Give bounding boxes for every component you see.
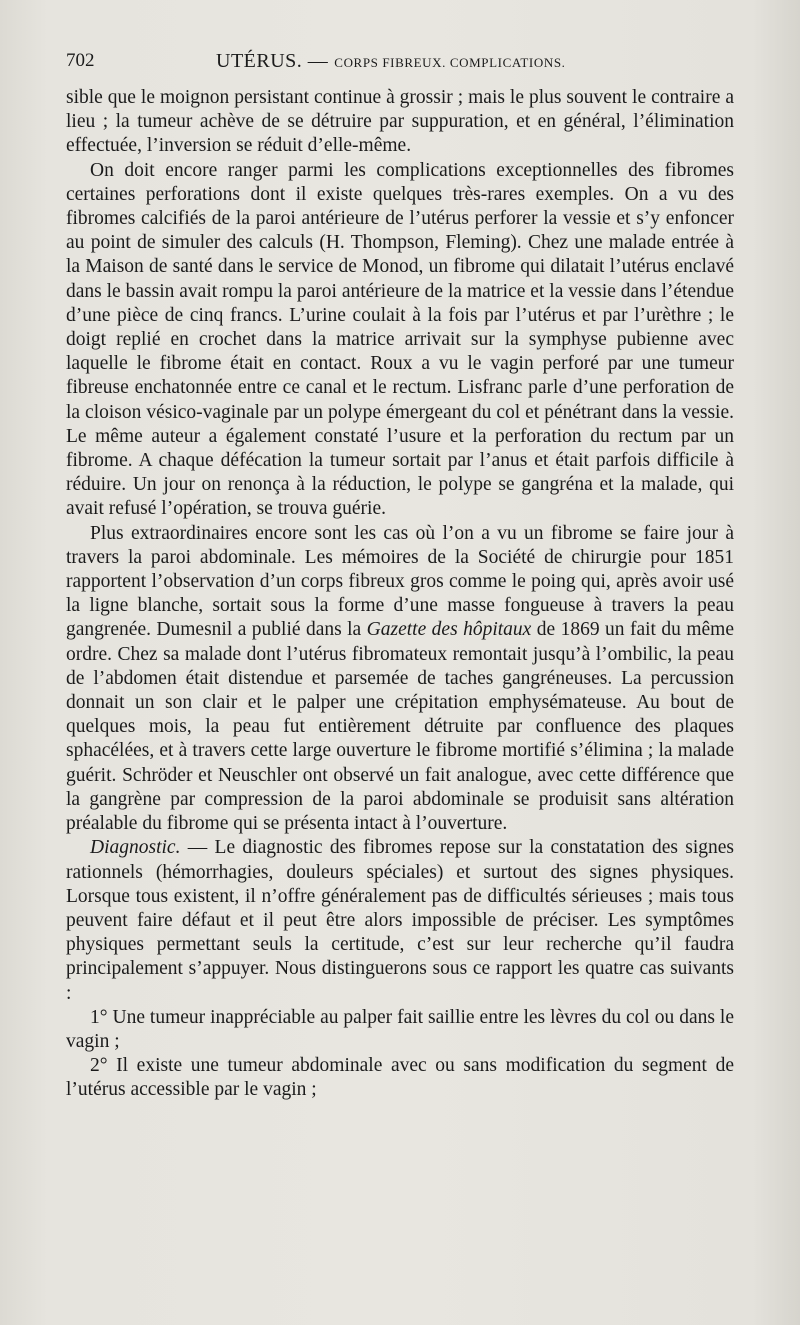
page-number: 702 — [66, 50, 95, 71]
page-body — [66, 86, 734, 1103]
page-header — [66, 50, 734, 74]
list-item-2: 2° Il existe une tumeur abdominale avec ou sans modification du segment de l’utérus accessible par le vagin ; — [66, 1055, 734, 1101]
paragraph-text: de 1869 un fait du même ordre. Chez sa malade dont l’utérus fibromateux remontait jusqu’à l’ombilic, la peau de l’abdomen était distendue et parsemée de taches gangréneuses. La percussion donnait un son clair et le palper une crépitation emphysémateuse. Au bout de quelques mois, la peau fut entièrement détruite par confluence des plaques sphacélées, et à travers cette large ouverture le fibrome mortifié s’élimina ; la malade guérit. Schröder et Neuschler ont observé un fait analogue, avec cette différence que la gangrène par compression de la paroi abdominale se produisit sans altération préalable du fibrome qui se présenta intact à l’ouverture. — [66, 619, 734, 835]
running-head — [216, 50, 566, 73]
running-head-dash: — — [307, 50, 329, 72]
running-head-subtitle: CORPS FIBREUX. COMPLICATIONS. — [334, 55, 566, 70]
paragraph-diagnostic — [66, 836, 734, 1005]
section-heading: Diagnostic. — [90, 837, 181, 859]
paragraph-abdominal-wall — [66, 522, 734, 837]
paragraph-continuation: sible que le moignon persistant continue à grossir ; mais le plus souvent le contraire a lieu ; la tumeur achève de se détruire par suppuration, et en général, l’élimination effectuée, l’inversion se réduit d’elle-même. — [66, 87, 734, 157]
paragraph-text: Plus extraordinaires encore sont les cas où l’on a vu un fibrome se faire jour à travers la paroi abdominale. Les mémoires de la Société de chirurgie pour 1851 rapportent l’observation d’un corps fibreux gros comme le poing qui, après avoir usé la ligne blanche, sortait sous la forme d’une masse fongueuse à travers la peau gangrenée. Dumesnil a publié dans la — [66, 522, 734, 641]
journal-title: Gazette des hôpitaux — [366, 619, 532, 641]
paragraph-text: — Le diagnostic des fibromes repose sur la constatation des signes rationnels (hémorrhagies, douleurs spéciales) et surtout des signes physiques. Lorsque tous existent, il n’offre généralement pas de difficultés sérieuses ; mais tous peuvent faire défaut et il peut être alors impossible de préciser. Les symptômes physiques permettant seuls la certitude, c’est sur leur recherche qu’il faudra principalement s’appuyer. Nous distinguerons sous ce rapport les quatre cas suivants : — [66, 837, 734, 1004]
paragraph-perforations: On doit encore ranger parmi les complications exceptionnelles des fibromes certaines perforations dont il existe quelques très-rares exemples. On a vu des fibromes calcifiés de la paroi antérieure de l’utérus perforer la vessie et s’y enfoncer au point de simuler des calculs (H. Thompson, Fleming). Chez une malade entrée à la Maison de santé dans le service de Monod, un fibrome qui dilatait l’utérus enclavé dans le bassin avait rompu la paroi antérieure de la matrice et la vessie dans l’étendue d’une pièce de cinq francs. L’urine coulait à la fois par l’utérus et par l’urèthre ; le doigt replié en crochet dans la matrice arrivait sur la symphyse pubienne avec laquelle le fibrome était en contact. Roux a vu le vagin perforé par une tumeur fibreuse enchatonnée entre ce canal et le rectum. Lisfranc parle d’une perforation de la cloison vésico-vaginale par un polype émergeant du col et pénétrant dans la vessie. Le même auteur a également constaté l’usure et la perforation du rectum par un fibrome. A chaque défécation la tumeur sortait par l’anus et était parfois difficile à réduire. Un jour on renonça à la réduction, le polype se gangréna et la malade, qui avait refusé l’opération, se trouva guérie. — [66, 159, 734, 520]
running-head-title: UTÉRUS. — [216, 50, 303, 72]
list-item-1: 1° Une tumeur inappréciable au palper fait saillie entre les lèvres du col ou dans le vagin ; — [66, 1006, 734, 1052]
